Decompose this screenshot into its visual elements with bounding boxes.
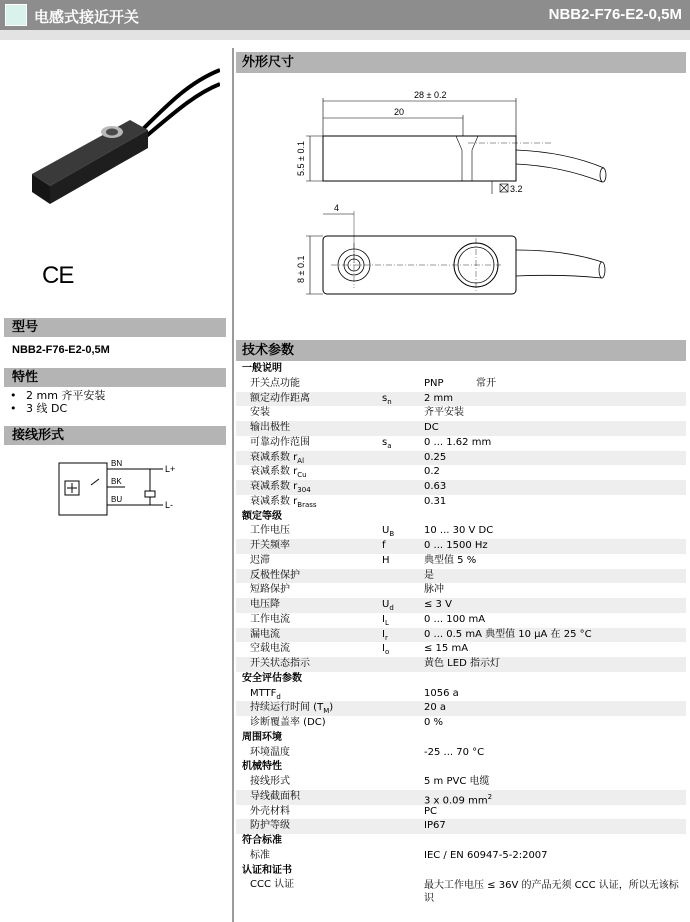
dim-total-length: 28 ± 0.2 [414,90,447,100]
brand-logo-icon [5,4,27,26]
spec-value: 1056 a [424,687,459,699]
spec-category: 符合标准 [242,835,282,846]
dim-sq: 3.2 [510,184,523,194]
dim-hole-offset: 4 [334,203,340,213]
spec-label: 衰减系数 $r_{Al}$ [250,451,305,465]
spec-table [236,362,686,908]
spec-row [236,790,686,805]
spec-row [236,421,686,436]
spec-label: 标准 [250,849,270,861]
spec-row [236,878,686,908]
spec-category: 一般说明 [242,363,282,374]
spec-row [236,569,686,584]
spec-label: 短路保护 [250,584,290,596]
spec-row [236,628,686,643]
spec-row [236,583,686,598]
spec-category: 额定等级 [242,510,282,522]
spec-symbol: $I_L$ [382,613,389,627]
spec-label: 输出极性 [250,422,290,433]
product-photo [20,62,220,222]
spec-label: 可靠动作范围 [250,436,310,448]
spec-row [236,657,686,672]
feature-item: • 2 mm 齐平安装 [10,389,105,402]
spec-row [236,613,686,628]
spec-category: 认证和证书 [242,864,292,876]
spec-row [236,392,686,407]
spec-row [236,465,686,480]
features-list [10,389,105,415]
header-bar [0,0,690,30]
spec-value: 2 mm [424,392,454,404]
spec-value: IP67 [424,820,446,832]
spec-row [236,716,686,731]
spec-symbol: $U_B$ [382,525,395,539]
dim-length-20: 20 [394,107,405,117]
spec-row [236,849,686,864]
page-title: 电感式接近开关 [34,8,140,26]
spec-row [236,819,686,834]
spec-label: 反极性保护 [250,569,300,581]
dim-height: 5.5 ± 0.1 [296,141,306,176]
spec-label: 防护等级 [250,820,290,832]
spec-value: 齐平安装 [424,407,464,419]
spec-value: 0 % [424,717,444,728]
spec-row [236,451,686,466]
spec-value: 0.25 [424,451,447,463]
spec-value: ≤ 15 mA [424,643,469,655]
spec-label: 安装 [250,407,270,419]
spec-label: 衰减系数 $r_{Brass}$ [250,495,317,509]
spec-row [236,539,686,554]
spec-label: 迟滞 [250,554,270,566]
model-heading: 型号 [4,318,226,337]
spec-value: 黄色 LED 指示灯 [424,658,500,669]
spec-label: 工作电流 [250,613,290,625]
spec-row [236,480,686,495]
spec-value: 典型值 5 % [424,554,477,566]
dim-width: 8 ± 0.1 [296,255,306,283]
spec-label: 开关点功能 [250,377,300,389]
spec-row [236,642,686,657]
spec-value: DC [424,422,439,433]
spec-symbol: $s_n$ [382,392,392,406]
wire-bn-label: BN [111,459,123,468]
spec-symbol: H [382,554,390,566]
spec-value: 是 [424,569,434,581]
spec-row [236,805,686,820]
dimension-drawing [236,78,686,318]
spec-symbol: $I_o$ [382,643,390,657]
spec-row [236,495,686,510]
spec-label: 电压降 [250,599,280,610]
spec-row [236,687,686,702]
spec-label: 衰减系数 $r_{Cu}$ [250,466,307,480]
spec-value: PC [424,805,438,817]
spec-symbol: $s_a$ [382,436,392,450]
feature-item: • 3 线 DC [10,402,105,415]
spec-label: 衰减系数 $r_{304}$ [250,481,311,494]
lminus-label: L- [165,500,174,510]
dimensions-heading: 外形尺寸 [236,52,686,73]
model-title: NBB2-F76-E2-0,5M [548,6,682,23]
spec-value: 0 ... 1.62 mm [424,436,492,448]
spec-symbol: f [382,540,386,551]
spec-value-secondary: 常开 [476,377,496,389]
spec-label: $MTTF_d$ [250,687,281,701]
wire-bk-label: BK [111,477,122,486]
spec-label: 开关频率 [250,540,290,551]
spec-value: 0.63 [424,481,447,492]
tech-heading: 技术参数 [236,340,686,361]
spec-category: 安全评估参数 [242,672,302,684]
spec-value: PNP [424,377,444,389]
spec-row [236,775,686,790]
spec-category: 周围环境 [242,731,282,743]
spec-label: CCC 认证 [250,879,295,891]
wiring-diagram [55,455,185,520]
spec-value: 最大工作电压 ≤ 36V 的产品无须 CCC 认证，所以无该标识 [424,880,679,905]
ce-mark: CE [42,262,74,289]
spec-label: 环境温度 [250,746,290,758]
features-heading: 特性 [4,368,226,387]
spec-category: 机械特性 [242,761,282,773]
spec-label: 漏电流 [250,628,280,640]
spec-value: -25 ... 70 °C [424,746,485,758]
spec-value: IEC / EN 60947-5-2:2007 [424,849,548,861]
spec-value: 0 ... 0.5 mA 典型值 10 µA 在 25 °C [424,628,592,640]
spec-label: 外壳材料 [250,805,290,817]
spec-row [236,598,686,613]
spec-label: 接线形式 [250,776,290,787]
spec-symbol: $I_r$ [382,628,388,642]
spec-value: 0 ... 1500 Hz [424,540,488,551]
spec-label: 开关状态指示 [250,658,310,669]
spec-value: 脉冲 [424,584,444,596]
spec-symbol: $U_d$ [382,599,394,612]
lplus-label: L+ [165,464,176,474]
spec-label: 诊断覆盖率 (DC) [250,717,326,728]
spec-row [236,701,686,716]
spec-label: 空载电流 [250,643,290,655]
column-divider [232,48,234,922]
spec-value: 0 ... 100 mA [424,613,486,625]
spec-value: 0.2 [424,466,440,478]
spec-row [236,524,686,539]
model-value: NBB2-F76-E2-0,5M [12,344,110,356]
spec-value: 10 ... 30 V DC [424,525,494,537]
spec-row [236,377,686,392]
spec-label: 持续运行时间 $(T_M)$ [250,702,334,716]
spec-label: 工作电压 [250,525,290,537]
spec-value: 0.31 [424,495,447,507]
spec-label: 导线截面积 [250,790,300,802]
spec-value: 20 a [424,702,447,714]
spec-value: 5 m PVC 电缆 [424,776,490,787]
spec-row [236,746,686,761]
header-subbar [0,30,690,40]
spec-row [236,436,686,451]
spec-row [236,406,686,421]
spec-value: 3 x 0.09 $mm^2$ [424,792,493,807]
spec-label: 额定动作距离 [250,392,310,404]
wire-bu-label: BU [111,495,123,504]
spec-value: ≤ 3 V [424,599,452,610]
wiring-heading: 接线形式 [4,426,226,445]
spec-row [236,554,686,569]
